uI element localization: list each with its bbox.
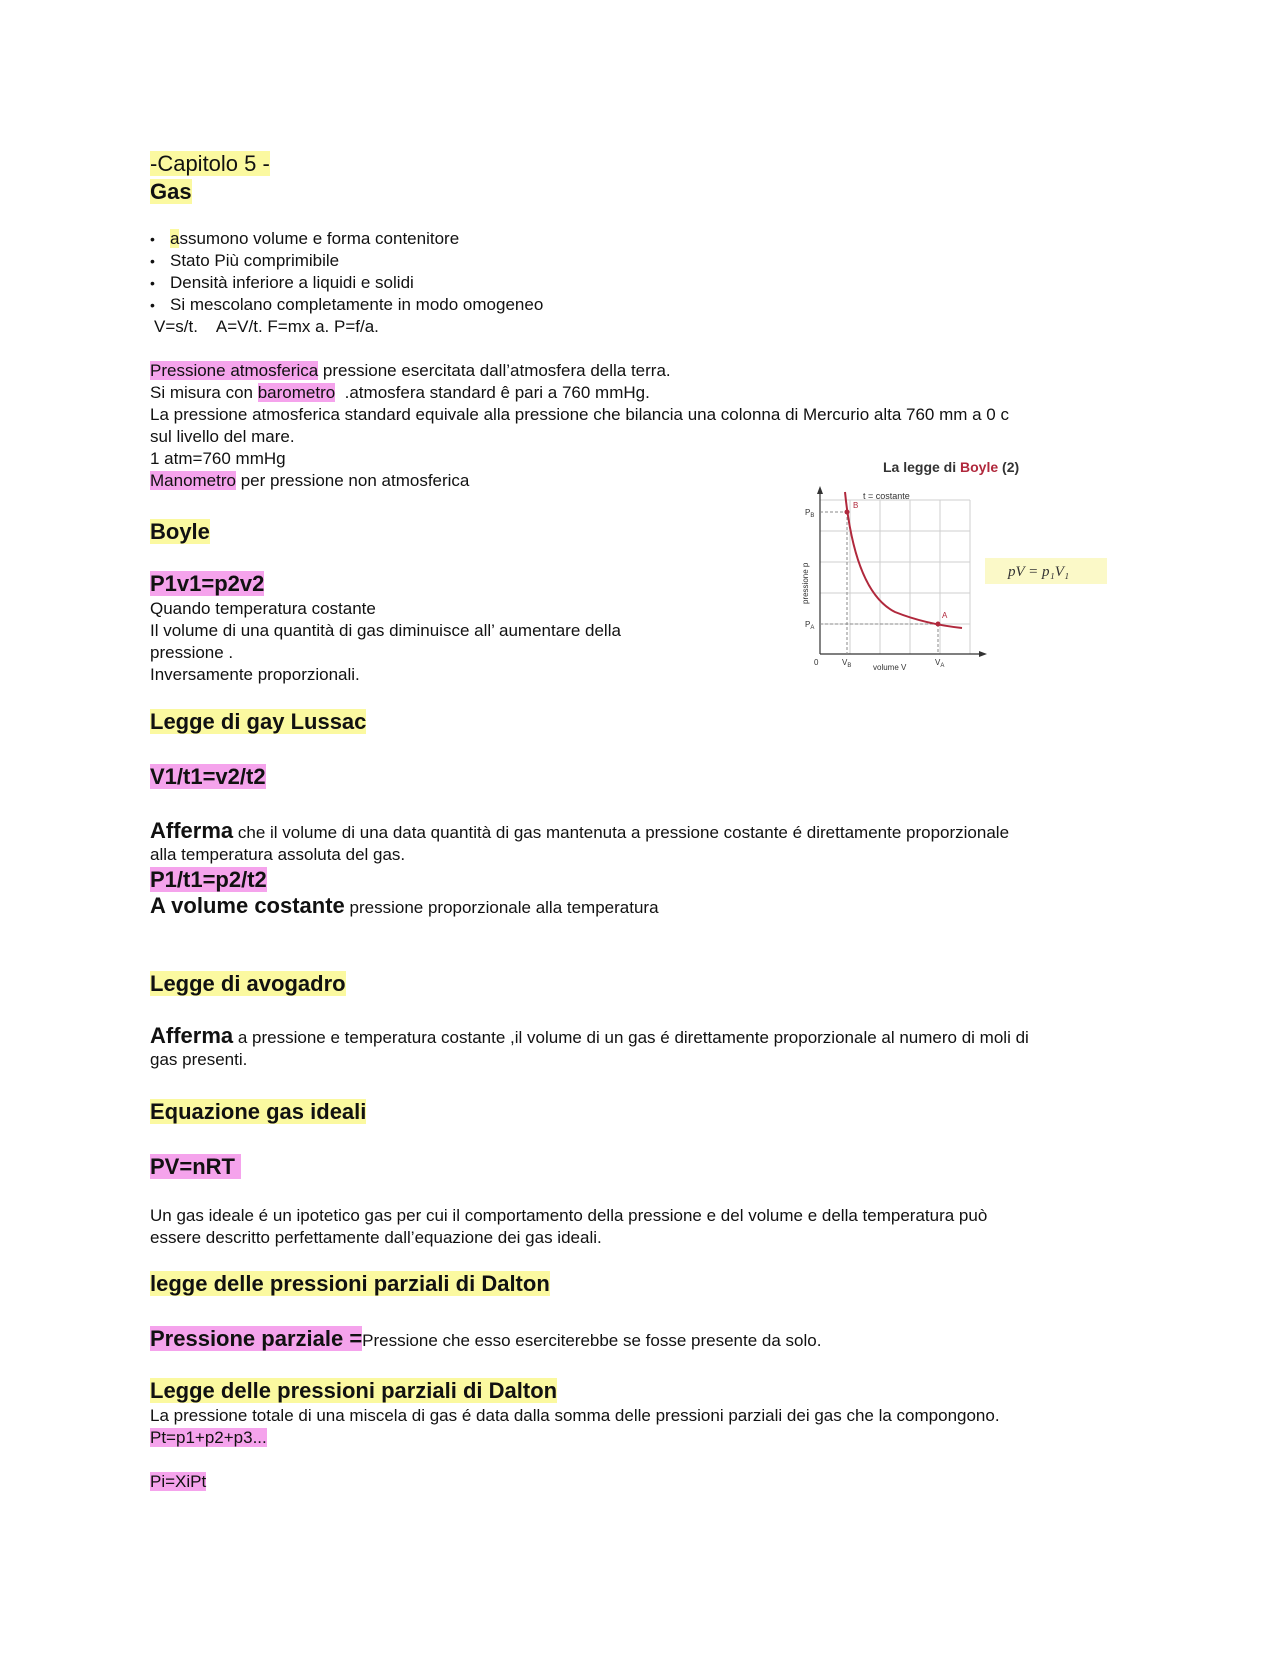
point-b-label: B [853, 501, 859, 510]
list-item: • Si mescolano completamente in modo omogeneo [150, 295, 544, 314]
figure-title: La legge di Boyle (2) [883, 459, 1020, 475]
dalton-formula-2: Pi=XiPt [150, 1472, 207, 1491]
chapter-label [150, 150, 270, 178]
ideal-heading: Equazione gas ideali [150, 1099, 367, 1124]
chapter-text: Capitolo 5 - [157, 151, 270, 176]
boyle-curve [845, 492, 962, 628]
gaylussac-formula: V1/t1=v2/t2 [150, 764, 266, 789]
pa-label: $P_A$ [805, 620, 815, 631]
bullet-list [150, 228, 543, 338]
point-a [936, 622, 941, 627]
y-axis-label: pressione p [801, 562, 810, 604]
pressure-term: Pressione atmosferica [150, 361, 319, 380]
boyle-equation: pV = p₁V₁ [1008, 564, 1070, 580]
gaylussac-volume-const: A volume costante pressione proporzionale alla temperatura [150, 893, 659, 918]
boyle-heading: Boyle [150, 519, 210, 544]
dalton-heading-1: legge delle pressioni parziali di Dalton [150, 1271, 550, 1296]
page-title: Gas [150, 179, 192, 204]
x-axis-label: volume V [873, 663, 907, 672]
partial-pressure: Pressione parziale =Pressione che esso eserciterebbe se fosse presente da solo. [150, 1326, 822, 1351]
avogadro-heading: Legge di avogadro [150, 971, 346, 996]
barometro-term: barometro [257, 383, 336, 402]
origin-label: 0 [814, 658, 819, 667]
y-axis-arrow [817, 486, 823, 494]
formulas-line: V=s/t. A=V/t. F=mx a. P=f/a. [154, 317, 379, 336]
list-item: • Stato Più comprimibile [150, 251, 340, 270]
gaylussac-heading: Legge di gay Lussac [150, 709, 367, 734]
grid [820, 500, 970, 654]
avogadro-statement: Afferma a pressione e temperatura costante ,il volume di un gas é direttamente proporzionale al numero di moli di gas presenti. [150, 1023, 1029, 1069]
boyle-figure [795, 452, 1115, 682]
point-b [845, 510, 850, 515]
dalton-text: La pressione totale di una miscela di gas é data dalla somma delle pressioni parziali dei gas che la compongono. Pt=p1+p2+p3... Pi=XiPt [150, 1406, 1000, 1491]
gaylussac-formula-2: P1/t1=p2/t2 [150, 867, 267, 892]
gaylussac-statement: Afferma che il volume di una data quantità di gas mantenuta a pressione costante é direttamente proporzionale alla temperatura assoluta del gas. [150, 818, 1010, 864]
list-item: • Densità inferiore a liquidi e solidi [150, 273, 414, 292]
dalton-formula-1: Pt=p1+p2+p3... [150, 1428, 267, 1447]
pb-label: $P_B$ [805, 508, 815, 519]
pressure-section: Pressione atmosferica pressione esercitata dall’atmosfera della terra. Si misura con barometro .atmosfera standard ê pari a 760 mmHg. La pressione atmosferica standard equivale alla pressione che bilancia una colonna di Mercurio alta 760 mm a 0 c sul livello del mare. 1 atm=760 mmHg Manometro per pressione non atmosferica [150, 361, 1009, 490]
boyle-text: Quando temperatura costante Il volume di una quantità di gas diminuisce all’ aumentare della pressione . Inversamente proporzionali. [150, 599, 621, 684]
point-a-label: A [942, 611, 948, 620]
chapter-prefix: - [150, 151, 158, 176]
dalton-heading-2: Legge delle pressioni parziali di Dalton [150, 1378, 558, 1403]
list-item: • assumono volume e forma contenitore [150, 229, 460, 248]
boyle-formula: P1v1=p2v2 [150, 571, 265, 596]
ideal-text: Un gas ideale é un ipotetico gas per cui il comportamento della pressione e del volume e della temperatura può essere descritto perfettamente dall’equazione dei gas ideali. [150, 1206, 988, 1247]
vb-label: $V_B$ [842, 658, 852, 669]
ideal-formula: PV=nRT [150, 1153, 241, 1181]
condition-label: t = costante [863, 491, 910, 501]
x-axis-arrow [979, 651, 987, 657]
va-label: $V_A$ [935, 658, 945, 669]
manometro-term: Manometro [150, 471, 236, 490]
boyle-chart [795, 452, 1115, 677]
